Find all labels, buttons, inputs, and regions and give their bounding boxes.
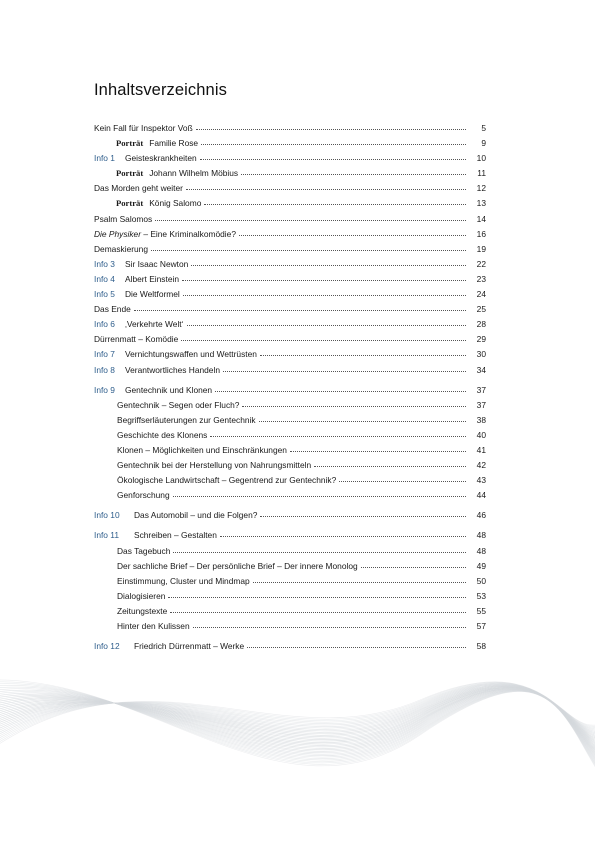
page-number: 5 [481,123,486,133]
dot-leader [339,480,466,482]
toc-entry-title: Geschichte des Klonens [117,429,208,440]
toc-entry-title: Hinter den Kulissen [117,621,190,631]
toc-entry[interactable] [94,287,486,302]
page-number: 30 [476,349,486,360]
dot-leader [187,324,467,326]
dot-leader [215,390,466,392]
dot-leader [173,551,466,553]
toc-entry-title: Demaskierung [94,243,148,254]
dot-leader [183,294,466,296]
toc-entry-lead [94,458,470,473]
dot-leader [191,264,466,266]
decorative-wave-graphic [0,640,595,842]
toc-entry[interactable] [94,166,486,181]
toc-entry-title: Geisteskrankheiten [125,153,197,164]
toc-entry[interactable] [94,528,486,543]
toc-entry-title: Ökologische Landwirtschaft – Gegentrend zur Gentechnik? [117,475,337,486]
toc-entry-lead [94,383,470,398]
toc-entry-title: Friedrich Dürrenmatt – Werke [134,641,245,652]
dot-leader [260,515,466,517]
dot-leader [259,420,466,422]
page-number: 49 [476,560,486,571]
toc-entry-title: König Salomo [149,198,202,209]
page-number: 16 [476,228,486,239]
toc-entry-lead [94,136,470,151]
toc-entry-lead [94,604,470,619]
toc-entry-lead [94,181,470,196]
dot-leader [151,249,466,251]
toc-entry-title: Einstimmung, Cluster und Mindmap [117,575,250,586]
portrait-tag: Porträt [116,138,144,149]
page-number: 41 [476,444,486,455]
toc-entry-title: Die Weltformel [125,289,180,300]
toc-entry-title: Das Automobil – und die Folgen? [134,510,258,521]
page-number: 9 [481,138,486,149]
toc-entry-lead [94,257,470,272]
page-number: 29 [476,334,486,345]
page-number: 38 [476,414,486,425]
page-number: 58 [476,641,486,652]
toc-entry[interactable] [94,413,486,428]
info-tag: Info 3 [94,258,115,269]
page-number: 11 [477,168,486,179]
toc-entry[interactable] [94,488,486,503]
toc-entry-title: Gentechnik und Klonen [125,384,213,395]
dot-leader [361,566,466,568]
toc-entry-lead [94,559,470,574]
toc-entry[interactable] [94,398,486,413]
toc-entry[interactable] [94,347,486,362]
toc-entry-title: Sir Isaac Newton [125,258,189,269]
toc-entry-title: Gentechnik bei der Herstellung von Nahrungsmitteln [117,460,312,471]
toc-entry-lead [94,574,470,589]
info-tag: Info 1 [94,153,115,164]
page-title: Inhaltsverzeichnis [94,81,227,100]
toc-entry-title: Johann Wilhelm Möbius [149,168,239,179]
toc-entry[interactable] [94,604,486,619]
toc-entry[interactable] [94,508,486,523]
toc-entry[interactable] [94,121,486,136]
page-number: 13 [476,198,486,209]
page-number: 12 [476,183,486,194]
toc-entry-lead [94,317,470,332]
toc-entry[interactable] [94,196,486,211]
toc-entry-title: Das Morden geht weiter [94,183,183,194]
page-number: 10 [476,153,486,164]
dot-leader [173,495,466,497]
toc-entry[interactable] [94,443,486,458]
page-number: 22 [476,258,486,269]
portrait-tag: Porträt [116,198,144,209]
toc-entry-lead [94,227,470,242]
page-number: 44 [476,490,486,501]
info-tag: Info 11 [94,530,119,541]
page-number: 48 [476,545,486,556]
page-number: 43 [476,475,486,486]
toc-entry-lead [94,242,470,257]
toc-entry[interactable] [94,458,486,473]
toc-entry[interactable] [94,619,486,634]
toc-entry-lead [94,302,470,317]
page-number: 50 [476,575,486,586]
page-number: 37 [476,399,486,410]
toc-entry-title: Vernichtungswaffen und Wettrüsten [125,349,257,360]
toc-entry-lead [94,398,470,413]
portrait-tag: Porträt [116,168,144,179]
dot-leader [314,465,466,467]
toc-entry-title: Kein Fall für Inspektor Voß [94,123,193,133]
toc-entry-lead [94,488,470,503]
page-number: 53 [476,590,486,601]
dot-leader [241,173,466,175]
page-number: 46 [476,510,486,521]
toc-entry-title: Das Ende [94,304,131,315]
toc-entry-lead [94,287,470,302]
dot-leader [290,450,466,452]
dot-leader [210,435,466,437]
toc-entry-lead [94,166,470,181]
toc-entry[interactable] [94,302,486,317]
toc-entry[interactable] [94,317,486,332]
dot-leader [186,188,466,190]
toc-entry-title: Zeitungstexte [117,605,168,616]
toc-entry-lead [94,413,470,428]
toc-entry-title: Albert Einstein [125,273,179,284]
toc-entry[interactable] [94,136,486,151]
dot-leader [182,279,466,281]
dot-leader [134,309,466,311]
page-number: 25 [476,304,486,315]
toc-entry-title: Genforschung [117,490,170,501]
toc-entry-title: Begriffserläuterungen zur Gentechnik [117,414,256,425]
toc-entry-italic-title: Die Physiker [94,228,142,239]
toc-entry[interactable] [94,272,486,287]
wave-line [0,686,595,742]
page-number: 55 [476,605,486,616]
toc-entry-lead [94,196,470,211]
toc-entry-title: Gentechnik – Segen oder Fluch? [117,399,240,410]
info-tag: Info 6 [94,319,115,330]
page-number: 40 [476,429,486,440]
toc-entry-lead [94,212,470,227]
info-tag: Info 7 [94,349,115,360]
dot-leader [200,158,466,160]
toc-entry-lead [94,272,470,287]
toc-entry-lead [94,363,470,378]
toc-entry-lead [94,121,470,136]
dot-leader [155,219,466,221]
toc-entry[interactable] [94,257,486,272]
toc-entry-title: ‚Verkehrte Welt‘ [125,319,184,330]
toc-entry-subtitle: – Eine Kriminalkomödie? [141,228,236,239]
toc-entry-lead [94,151,470,166]
page-number: 28 [476,319,486,330]
info-tag: Info 12 [94,641,120,652]
info-tag: Info 5 [94,289,115,300]
page-number: 57 [476,621,486,631]
dot-leader [253,581,466,583]
page-number: 34 [476,364,486,375]
toc-entry[interactable] [94,363,486,378]
toc-entry[interactable] [94,383,486,398]
toc-entry-title [94,227,236,242]
toc-entry-title: Verantwortliches Handeln [125,364,220,375]
toc-entry[interactable] [94,574,486,589]
table-of-contents [94,121,486,654]
toc-entry-lead [94,544,470,559]
toc-entry-lead [94,347,470,362]
page-number: 48 [476,530,486,541]
page-number: 19 [476,243,486,254]
toc-entry[interactable] [94,242,486,257]
toc-entry-lead [94,332,470,347]
page-number: 42 [476,460,486,471]
toc-entry[interactable] [94,212,486,227]
info-tag: Info 10 [94,510,120,521]
dot-leader [196,128,466,130]
toc-entry[interactable] [94,181,486,196]
dot-leader [223,370,466,372]
dot-leader [242,405,466,407]
toc-entry-lead [94,428,470,443]
dot-leader [220,535,466,537]
toc-entry[interactable] [94,332,486,347]
toc-entry[interactable] [94,544,486,559]
toc-entry-lead [94,473,470,488]
toc-entry-title: Dialogisieren [117,590,166,601]
toc-entry[interactable] [94,473,486,488]
dot-leader [193,626,466,628]
wave-line [0,686,595,743]
dot-leader [168,596,466,598]
toc-entry[interactable] [94,227,486,242]
dot-leader [260,354,466,356]
toc-entry[interactable] [94,589,486,604]
toc-entry-title: Der sachliche Brief – Der persönliche Brief – Der innere Monolog [117,560,358,571]
toc-entry-title: Schreiben – Gestalten [134,530,217,541]
dot-leader [204,203,466,205]
toc-entry-title: Dürrenmatt – Komödie [94,334,179,345]
toc-entry-title: Das Tagebuch [117,545,171,556]
dot-leader [170,611,466,613]
toc-entry-lead [94,508,470,523]
page-number: 14 [476,213,486,224]
info-tag: Info 4 [94,273,115,284]
toc-entry-title: Familie Rose [149,138,199,149]
info-tag: Info 8 [94,364,115,375]
dot-leader [181,339,466,341]
page-number: 24 [476,289,486,300]
toc-entry-lead [94,619,470,634]
toc-entry[interactable] [94,559,486,574]
info-tag: Info 9 [94,384,115,395]
toc-entry-lead [94,589,470,604]
toc-entry[interactable] [94,428,486,443]
page-number: 37 [476,384,486,395]
toc-entry-title: Psalm Salomos [94,213,153,224]
toc-entry-title: Klonen – Möglichkeiten und Einschränkungen [117,444,287,455]
toc-entry[interactable] [94,151,486,166]
toc-entry-lead [94,528,470,543]
dot-leader [201,143,466,145]
toc-entry-lead [94,443,470,458]
page-number: 23 [476,273,486,284]
dot-leader [239,234,466,236]
